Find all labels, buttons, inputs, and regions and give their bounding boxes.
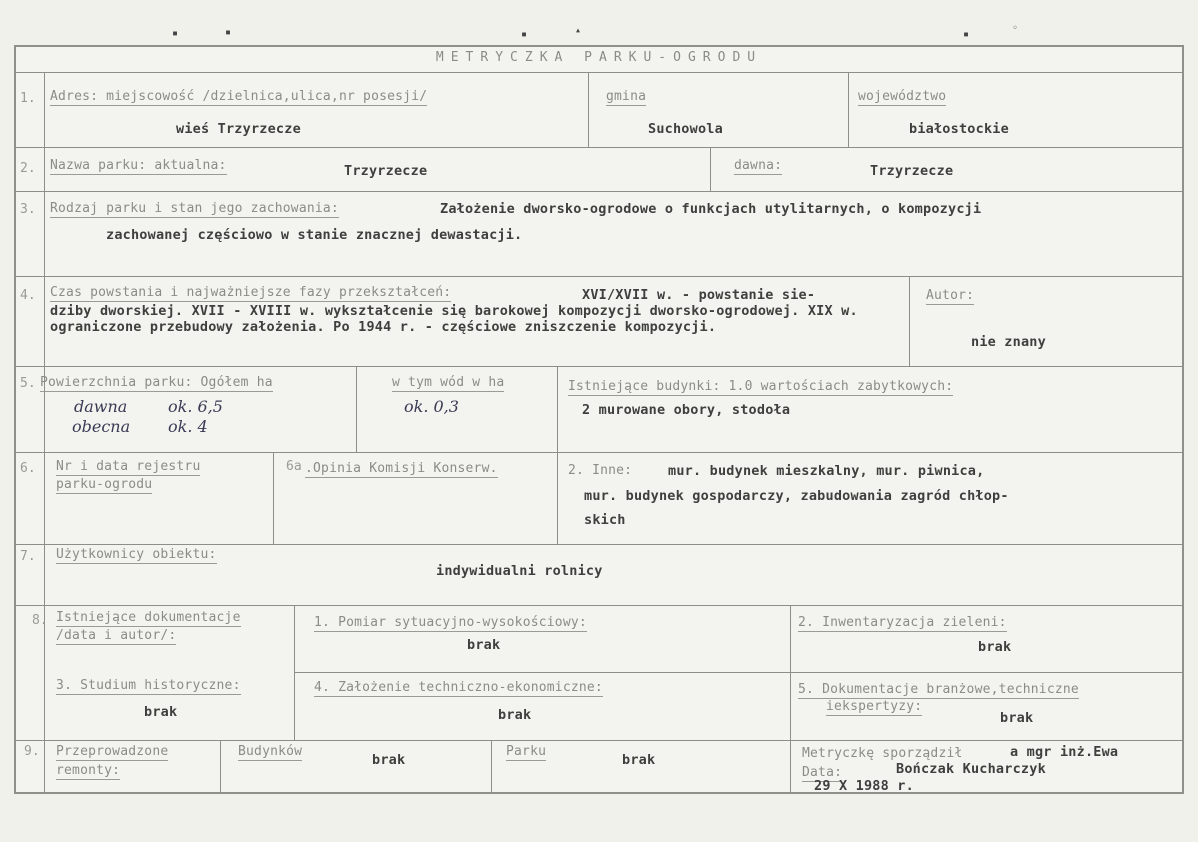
repairs-park-label: Parku bbox=[506, 744, 547, 759]
column-divider bbox=[790, 605, 791, 740]
paper-mark: ▪ bbox=[172, 28, 179, 39]
paper-mark: ◦ bbox=[1012, 23, 1019, 34]
column-divider bbox=[491, 740, 492, 792]
doc-history-label: 3. Studium historyczne: bbox=[56, 678, 241, 693]
row-divider bbox=[16, 276, 1182, 277]
paper-mark: ▪ bbox=[225, 27, 232, 38]
paper-mark: ▪ bbox=[963, 29, 970, 40]
row-divider bbox=[16, 191, 1182, 192]
row-number: 8. bbox=[32, 613, 48, 628]
buildings-label: Istniejące budynki: 1.0 wartościach zabytkowych: bbox=[568, 379, 954, 394]
row-divider bbox=[16, 544, 1182, 545]
column-divider bbox=[356, 366, 357, 452]
column-divider bbox=[220, 740, 221, 792]
column-divider bbox=[710, 147, 711, 191]
title-divider bbox=[16, 72, 1182, 73]
other-buildings-line1: mur. budynek mieszkalny, mur. piwnica, bbox=[668, 463, 985, 479]
row-number: 6. bbox=[20, 461, 36, 476]
doc-expert-label: 5. Dokumentacje branżowe,techniczne bbox=[798, 682, 1079, 697]
row-divider bbox=[294, 672, 1182, 673]
paper-mark: ▪ bbox=[521, 29, 528, 40]
water-value-handwritten: ok. 0,3 bbox=[404, 397, 459, 416]
doc-tech-value: brak bbox=[498, 707, 532, 723]
doc-survey-value: brak bbox=[467, 637, 501, 653]
area-former-handwritten: dawna bbox=[74, 397, 128, 416]
column-divider bbox=[44, 72, 45, 792]
doc-expert-value: brak bbox=[1000, 710, 1034, 726]
prepared-by-label: Metryczkę sporządził bbox=[802, 746, 963, 761]
history-text: dziby dworskiej. XVII - XVIII w. wykształcenie się barokowej kompozycji dworsko-ogrodowej. XIX w. ograniczone przebudowy założenia. Po 1944 r. - częściowe zniszczenie kompozycji. bbox=[50, 303, 858, 335]
column-divider bbox=[273, 452, 274, 544]
doc-tech-label: 4. Założenie techniczno-ekonomiczne: bbox=[314, 680, 603, 695]
row-number: 1. bbox=[20, 91, 36, 106]
buildings-value: 2 murowane obory, stodoła bbox=[582, 402, 791, 418]
users-label: Użytkownicy obiektu: bbox=[56, 547, 217, 562]
row-number: 2. bbox=[20, 161, 36, 176]
register-label: Nr i data rejestru bbox=[56, 459, 201, 474]
card-title: METRYCZKA PARKU-OGRODU bbox=[435, 50, 763, 65]
area-current-value-handwritten: ok. 4 bbox=[168, 417, 208, 436]
paper-mark: ▴ bbox=[575, 25, 582, 36]
date-label: Data: bbox=[802, 765, 843, 780]
address-label: Adres: miejscowość /dzielnica,ulica,nr posesji/ bbox=[50, 89, 428, 104]
other-buildings-line2: mur. budynek gospodarczy, zabudowania zagród chłop- bbox=[584, 488, 1009, 504]
other-buildings-line3: skich bbox=[584, 512, 626, 528]
column-divider bbox=[557, 366, 558, 544]
voivodeship-label: województwo bbox=[858, 89, 947, 104]
other-buildings-label: 2. Inne: bbox=[568, 463, 633, 478]
repairs-buildings-label: Budynków bbox=[238, 744, 303, 759]
address-value: wieś Trzyrzecze bbox=[176, 121, 301, 137]
water-label: w tym wód w ha bbox=[392, 375, 505, 390]
area-label: Powierzchnia parku: Ogółem ha bbox=[40, 375, 273, 390]
row-number: 5. bbox=[20, 376, 36, 391]
area-former-value-handwritten: ok. 6,5 bbox=[168, 397, 223, 416]
history-label: Czas powstania i najważniejsze fazy przekształceń: bbox=[50, 285, 452, 300]
record-card bbox=[14, 45, 1184, 794]
voivodeship-value: białostockie bbox=[909, 121, 1009, 137]
row-divider bbox=[16, 452, 1182, 453]
gmina-label: gmina bbox=[606, 89, 647, 104]
repairs-park-value: brak bbox=[622, 752, 656, 768]
column-divider bbox=[848, 72, 849, 147]
row-number: 4. bbox=[20, 288, 36, 303]
docs-label-2: /data i autor/: bbox=[56, 628, 177, 643]
repairs-buildings-value: brak bbox=[372, 752, 406, 768]
park-type-label: Rodzaj parku i stan jego zachowania: bbox=[50, 201, 339, 216]
former-name-value: Trzyrzecze bbox=[870, 163, 954, 179]
row-divider bbox=[16, 740, 1182, 741]
row-divider bbox=[16, 605, 1182, 606]
row-number: 7. bbox=[20, 549, 36, 564]
register-label-2: parku-ogrodu bbox=[56, 477, 153, 492]
doc-greenery-value: brak bbox=[978, 639, 1012, 655]
doc-greenery-label: 2. Inwentaryzacja zieleni: bbox=[798, 615, 1007, 630]
doc-expert-label-2: iekspertyzy: bbox=[826, 699, 923, 714]
author-value: nie znany bbox=[971, 334, 1046, 350]
column-divider bbox=[790, 740, 791, 792]
prepared-by-value: a mgr inż.Ewa bbox=[1010, 744, 1119, 760]
former-name-label: dawna: bbox=[734, 158, 783, 173]
row-divider bbox=[16, 366, 1182, 367]
opinion-label: .Opinia Komisji Konserw. bbox=[305, 461, 498, 476]
row-number: 9. bbox=[24, 744, 40, 759]
park-type-text-line1: Założenie dworsko-ogrodowe o funkcjach utylitarnych, o kompozycji bbox=[440, 201, 982, 217]
prepared-by-name: Bończak Kucharczyk bbox=[896, 761, 1046, 777]
park-name-value: Trzyrzecze bbox=[344, 163, 428, 179]
repairs-label: Przeprowadzone bbox=[56, 744, 169, 759]
users-value: indywidualni rolnicy bbox=[436, 563, 603, 579]
repairs-label-2: remonty: bbox=[56, 763, 121, 778]
row-divider bbox=[16, 147, 1182, 148]
history-text-first: XVI/XVII w. - powstanie sie- bbox=[582, 287, 816, 303]
area-current-handwritten: obecna bbox=[72, 417, 131, 436]
column-divider bbox=[909, 276, 910, 366]
column-divider bbox=[588, 72, 589, 147]
park-name-label: Nazwa parku: aktualna: bbox=[50, 158, 227, 173]
opinion-number: 6a bbox=[286, 459, 302, 474]
doc-history-value: brak bbox=[144, 704, 178, 720]
park-type-text-line2: zachowanej częściowo w stanie znacznej dewastacji. bbox=[106, 227, 523, 243]
column-divider bbox=[294, 605, 295, 740]
row-number: 3. bbox=[20, 202, 36, 217]
doc-survey-label: 1. Pomiar sytuacyjno-wysokościowy: bbox=[314, 615, 587, 630]
docs-label: Istniejące dokumentacje bbox=[56, 610, 241, 625]
date-value: 29 X 1988 r. bbox=[814, 778, 914, 794]
author-label: Autor: bbox=[926, 288, 975, 303]
gmina-value: Suchowola bbox=[648, 121, 723, 137]
